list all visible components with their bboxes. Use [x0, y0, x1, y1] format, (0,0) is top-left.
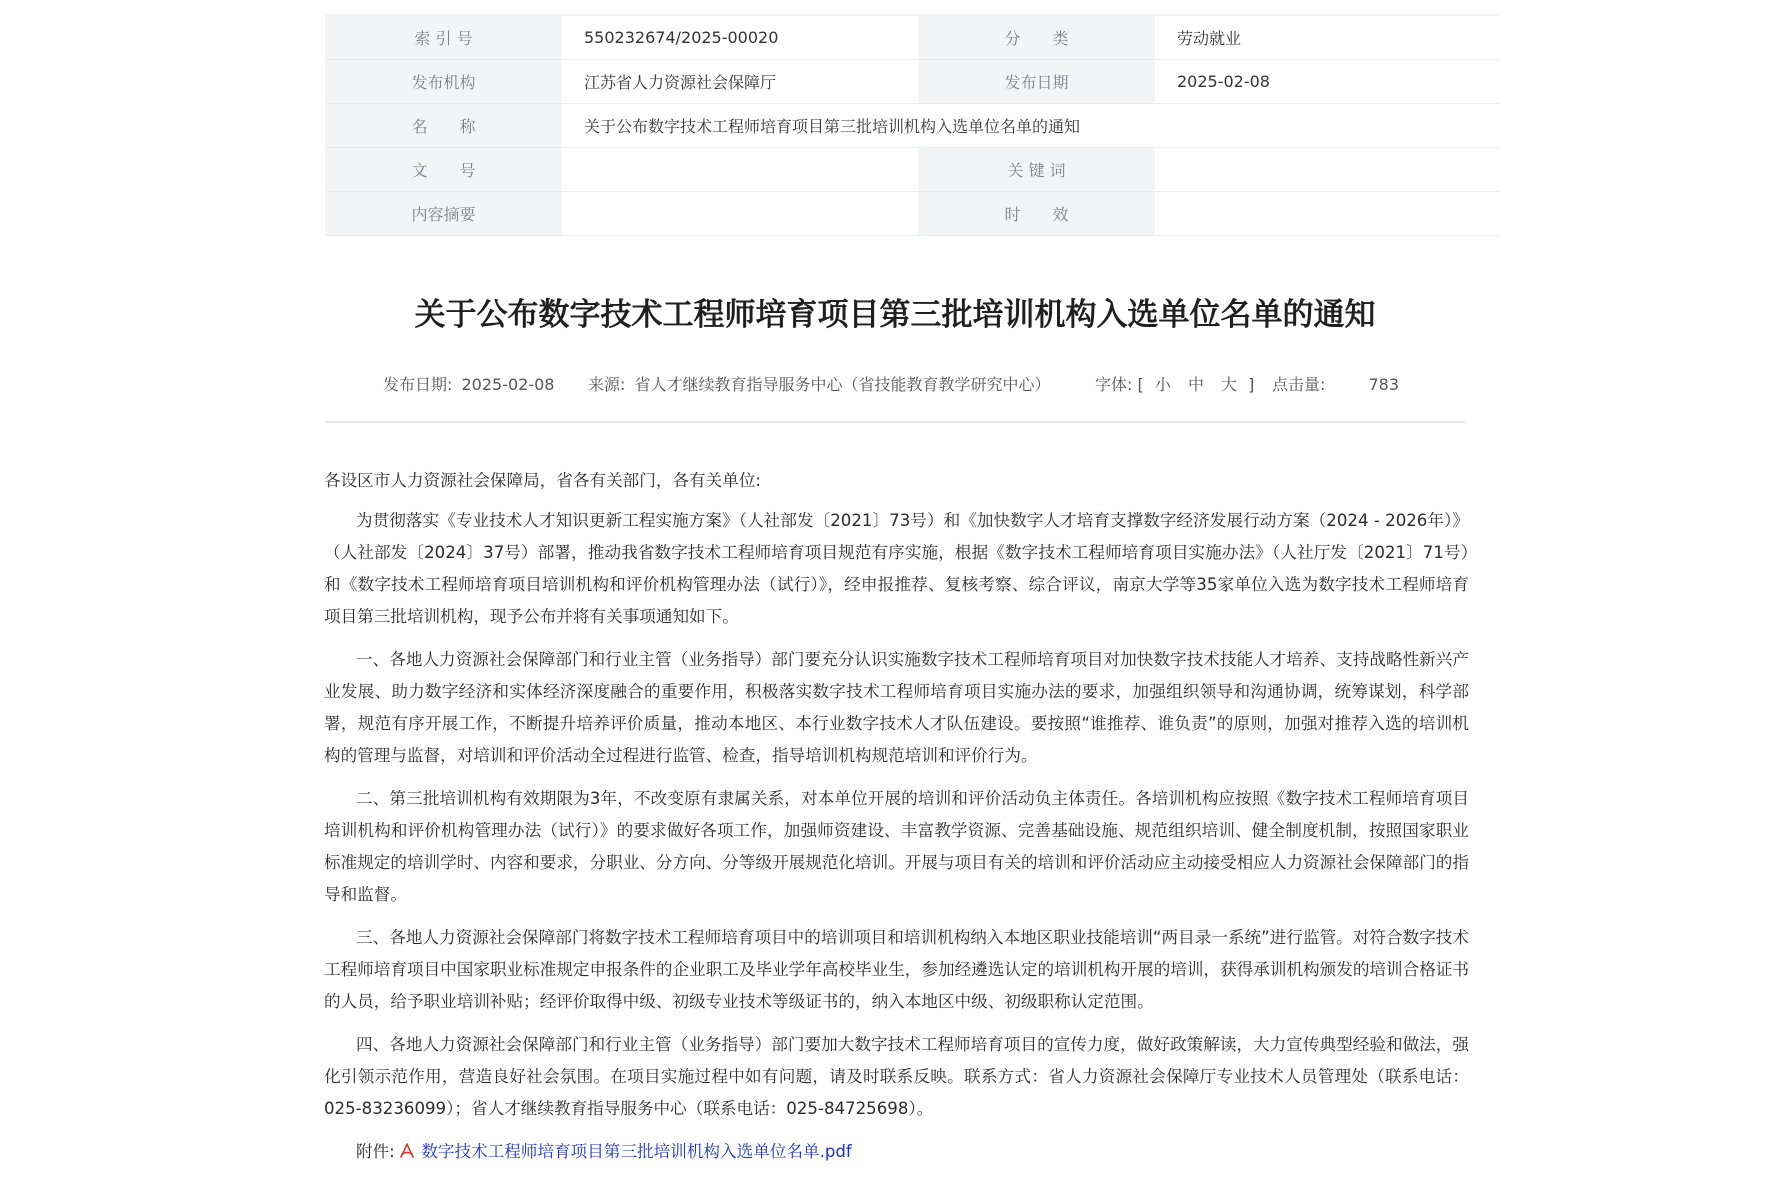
paragraph-item-2: 二、第三批培训机构有效期限为3年，不改变原有隶属关系，对本单位开展的培训和评价活动负主体责任。各培训机构应按照《数字技术工程师培育项目培训机构和评价机构管理办法（试行）》的要求做好各项工作，加强师资建设、丰富教学资源、完善基础设施、规范组织培训、健全制度机制，按照国家职业标准规定的培训学时、内容和要求，分职业、分方向、分等级开展规范化培训。开展与项目有关的培训和评价活动应主动接受相应人力资源社会保障部门的指导和监督。 [324, 789, 1469, 904]
source-label: 来源: [588, 375, 626, 394]
meta-publisher-value: 江苏省人力资源社会保障厅 [562, 60, 918, 104]
publish-date-label: 发布日期: [383, 375, 453, 394]
article-source [588, 372, 1051, 395]
view-count-value: 783 [1368, 375, 1400, 394]
view-count [1272, 372, 1399, 395]
meta-docno-value [562, 148, 918, 192]
publish-date-value: 2025-02-08 [461, 375, 555, 394]
salutation: 各设区市人力资源社会保障局，省各有关部门，各有关单位: [324, 471, 762, 490]
meta-row [325, 192, 1499, 236]
meta-validity-value [1155, 192, 1499, 236]
article-body [324, 465, 1469, 1168]
meta-row [325, 148, 1499, 192]
article-info-bar [325, 372, 1465, 398]
meta-keywords-value [1155, 148, 1499, 192]
meta-name-label: 名 称 [325, 104, 562, 148]
meta-abstract-label: 内容摘要 [325, 192, 562, 236]
meta-validity-label: 时 效 [918, 192, 1155, 236]
article-title: 关于公布数字技术工程师培育项目第三批培训机构入选单位名单的通知 [414, 297, 1376, 333]
meta-name-value: 关于公布数字技术工程师培育项目第三批培训机构入选单位名单的通知 [562, 104, 1499, 148]
meta-row [325, 60, 1499, 104]
font-medium-button[interactable]: 中 [1187, 375, 1204, 394]
attachment-link[interactable]: 数字技术工程师培育项目第三批培训机构入选单位名单.pdf [421, 1142, 852, 1161]
pdf-icon [400, 1138, 414, 1154]
meta-row [325, 15, 1499, 60]
font-small-button[interactable]: 小 [1154, 375, 1171, 394]
meta-pubdate-label: 发布日期 [918, 60, 1155, 104]
paragraph-intro: 为贯彻落实《专业技术人才知识更新工程实施方案》（人社部发〔2021〕73号）和《加快数字人才培育支撑数字经济发展行动方案（2024 - 2026年）》（人社部发〔2024〕37号）部署，推动我省数字技术工程师培育项目规范有序实施，根据《数字技术工程师培育项目实施办法》（人社厅发〔2021〕71号）和《数字技术工程师培育项目培训机构和评价机构管理办法（试行）》，经申报推荐、复核考察、综合评议，南京大学等35家单位入选为数字技术工程师培育项目第三批培训机构，现予公布并将有关事项通知如下。 [324, 511, 1469, 626]
meta-abstract-value [562, 192, 918, 236]
header-divider [325, 421, 1465, 423]
meta-row [325, 104, 1499, 148]
attachment-label: 附件: [356, 1142, 395, 1161]
font-size-label: 字体: [ [1095, 375, 1144, 394]
meta-keywords-label: 关 键 词 [918, 148, 1155, 192]
paragraph-item-4: 四、各地人力资源社会保障部门和行业主管（业务指导）部门要加大数字技术工程师培育项目的宣传力度，做好政策解读，大力宣传典型经验和做法，强化引领示范作用，营造良好社会氛围。在项目实施过程中如有问题，请及时联系反映。联系方式：省人力资源社会保障厅专业技术人员管理处（联系电话：025-83236099）；省人才继续教育指导服务中心（联系电话：025-84725698）。 [324, 1035, 1469, 1118]
publish-date [383, 372, 554, 395]
font-size-bracket: ] [1248, 375, 1255, 394]
attachment [324, 1136, 1469, 1168]
meta-publisher-label: 发布机构 [325, 60, 562, 104]
meta-index-label: 索 引 号 [325, 15, 562, 60]
meta-category-label: 分 类 [918, 15, 1155, 60]
meta-pubdate-value: 2025-02-08 [1155, 60, 1499, 104]
meta-index-value: 550232674/2025-00020 [562, 15, 918, 60]
paragraph-item-1: 一、各地人力资源社会保障部门和行业主管（业务指导）部门要充分认识实施数字技术工程师培育项目对加快数字技术技能人才培养、支持战略性新兴产业发展、助力数字经济和实体经济深度融合的重要作用，积极落实数字技术工程师培育项目实施办法的要求，加强组织领导和沟通协调，统筹谋划，科学部署，规范有序开展工作，不断提升培养评价质量，推动本地区、本行业数字技术人才队伍建设。要按照“谁推荐、谁负责”的原则，加强对推荐入选的培训机构的管理与监督，对培训和评价活动全过程进行监管、检查，指导培训机构规范培训和评价行为。 [324, 650, 1469, 765]
meta-category-value: 劳动就业 [1155, 15, 1499, 60]
paragraph-item-3: 三、各地人力资源社会保障部门将数字技术工程师培育项目中的培训项目和培训机构纳入本地区职业技能培训“两目录一系统”进行监管。对符合数字技术工程师培育项目中国家职业标准规定申报条件的企业职工及毕业学年高校毕业生，参加经遴选认定的培训机构开展的培训，获得承训机构颁发的培训合格证书的人员，给予职业培训补贴；经评价取得中级、初级专业技术等级证书的，纳入本地区中级、初级职称认定范围。 [324, 928, 1469, 1011]
meta-docno-label: 文 号 [325, 148, 562, 192]
font-large-button[interactable]: 大 [1221, 375, 1238, 394]
view-count-label: 点击量: [1272, 375, 1326, 394]
source-value: 省人才继续教育指导服务中心（省技能教育教学研究中心） [634, 375, 1051, 394]
font-size-control [1095, 372, 1254, 395]
document-meta-table [325, 14, 1499, 236]
